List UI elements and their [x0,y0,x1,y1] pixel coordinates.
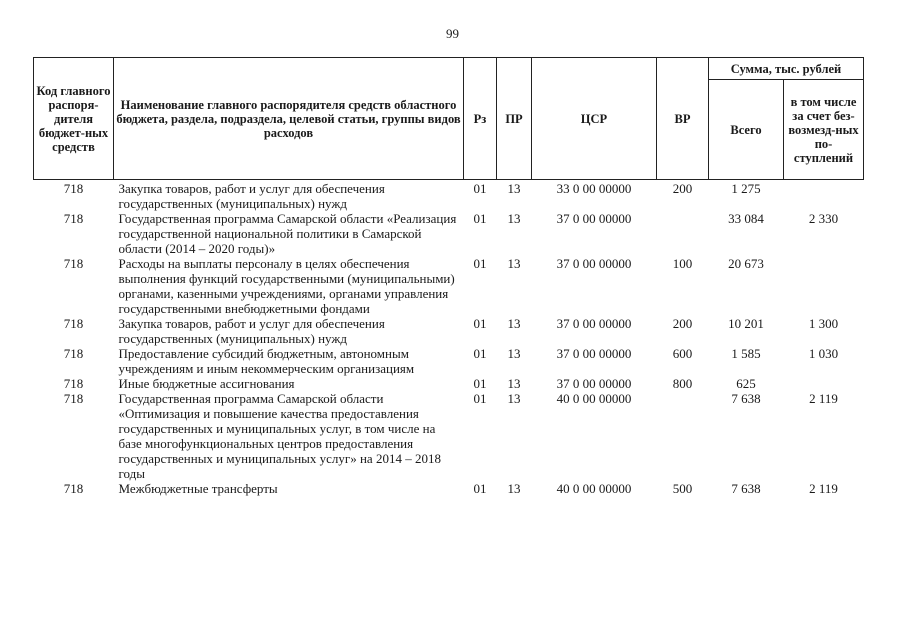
cell-bezv [784,256,864,316]
cell-csr: 37 0 00 00000 [556,256,632,271]
budget-table [33,57,864,496]
cell-kod: 718 [63,346,84,361]
cell-vsego: 20 673 [728,256,764,271]
cell-pr: 13 [507,481,521,496]
header-vr: ВР [657,58,709,180]
cell-csr: 37 0 00 00000 [556,316,632,331]
table-row [34,256,864,316]
cell-csr: 40 0 00 00000 [556,391,632,406]
cell-vr: 800 [672,376,693,391]
cell-bezv: 2 330 [808,211,839,226]
cell-vr: 200 [672,316,693,331]
header-vsego: Всего [709,80,784,180]
cell-pr: 13 [507,376,521,391]
cell-bezv [784,180,864,212]
cell-csr: 37 0 00 00000 [556,211,632,226]
cell-pr: 13 [507,256,521,271]
cell-csr: 37 0 00 00000 [556,376,632,391]
cell-name: Закупка товаров, работ и услуг для обеспечения государственных (муниципальных) нужд [118,316,385,346]
header-pr: ПР [497,58,532,180]
cell-rz: 01 [473,481,487,496]
cell-vsego: 10 201 [728,316,764,331]
cell-csr: 40 0 00 00000 [556,481,632,496]
cell-name: Межбюджетные трансферты [118,481,278,496]
cell-kod: 718 [63,316,84,331]
header-rz: Рз [464,58,497,180]
table-row [34,391,864,481]
cell-vr: 600 [672,346,693,361]
cell-kod: 718 [63,211,84,226]
cell-pr: 13 [507,211,521,226]
cell-kod: 718 [63,376,84,391]
header-bezv: в том числе за счет без-возмезд-ных по-ступлений [784,80,864,180]
cell-pr: 13 [507,346,521,361]
cell-rz: 01 [473,376,487,391]
header-summa: Сумма, тыс. рублей [709,58,864,80]
cell-vr [657,391,709,481]
cell-rz: 01 [473,346,487,361]
cell-vr: 200 [672,181,693,196]
cell-vsego: 625 [736,376,756,391]
cell-vsego: 7 638 [731,481,761,496]
cell-vsego: 1 275 [731,181,761,196]
table-row [34,180,864,212]
cell-bezv: 1 030 [808,346,839,361]
cell-bezv: 2 119 [809,481,838,496]
header-name: Наименование главного распорядителя средств областного бюджета, раздела, подраздела, целевой статьи, группы видов расходов [114,58,464,180]
cell-rz: 01 [473,316,487,331]
table-body [34,180,864,497]
cell-name: Государственная программа Самарской области «Реализация государственной национальной политики в Самарской области (2014 – 2020 годы)» [118,211,457,256]
cell-rz: 01 [473,211,487,226]
cell-pr: 13 [507,391,521,406]
cell-kod: 718 [63,391,84,406]
cell-pr: 13 [507,181,521,196]
budget-table-container [33,57,863,496]
page-number: 99 [446,26,459,41]
header-csr: ЦСР [532,58,657,180]
cell-rz: 01 [473,181,487,196]
cell-bezv [784,376,864,391]
table-row [34,346,864,376]
cell-kod: 718 [63,481,84,496]
cell-rz: 01 [473,256,487,271]
table-row [34,481,864,496]
cell-rz: 01 [473,391,487,406]
cell-csr: 37 0 00 00000 [556,346,632,361]
cell-name: Иные бюджетные ассигнования [118,376,295,391]
header-kod: Код главного распоря-дителя бюджет-ных средств [34,58,114,180]
table-row [34,211,864,256]
cell-kod: 718 [63,181,84,196]
cell-vsego: 1 585 [731,346,761,361]
cell-name: Государственная программа Самарской области «Оптимизация и повышение качества предоставления государственных и муниципальных услуг, в том числе на базе многофункциональных центров предоставления государственных и муниципальных услуг» на 2014 – 2018 годы [118,391,441,481]
cell-vr [657,211,709,256]
cell-pr: 13 [507,316,521,331]
table-header [34,58,864,180]
table-row [34,316,864,346]
cell-vr: 500 [672,481,693,496]
cell-bezv: 2 119 [809,391,838,406]
cell-vsego: 7 638 [731,391,761,406]
table-row [34,376,864,391]
cell-name: Закупка товаров, работ и услуг для обеспечения государственных (муниципальных) нужд [118,181,385,211]
cell-bezv: 1 300 [808,316,839,331]
cell-name: Предоставление субсидий бюджетным, автономным учреждениям и иным некоммерческим организациям [118,346,415,376]
cell-vsego: 33 084 [728,211,764,226]
cell-vr: 100 [672,256,693,271]
cell-csr: 33 0 00 00000 [556,181,632,196]
cell-kod: 718 [63,256,84,271]
cell-name: Расходы на выплаты персоналу в целях обеспечения выполнения функций государственными (муниципальными) органами, казенными учреждениями, органами управления государственными внебюджетными фондами [118,256,455,316]
